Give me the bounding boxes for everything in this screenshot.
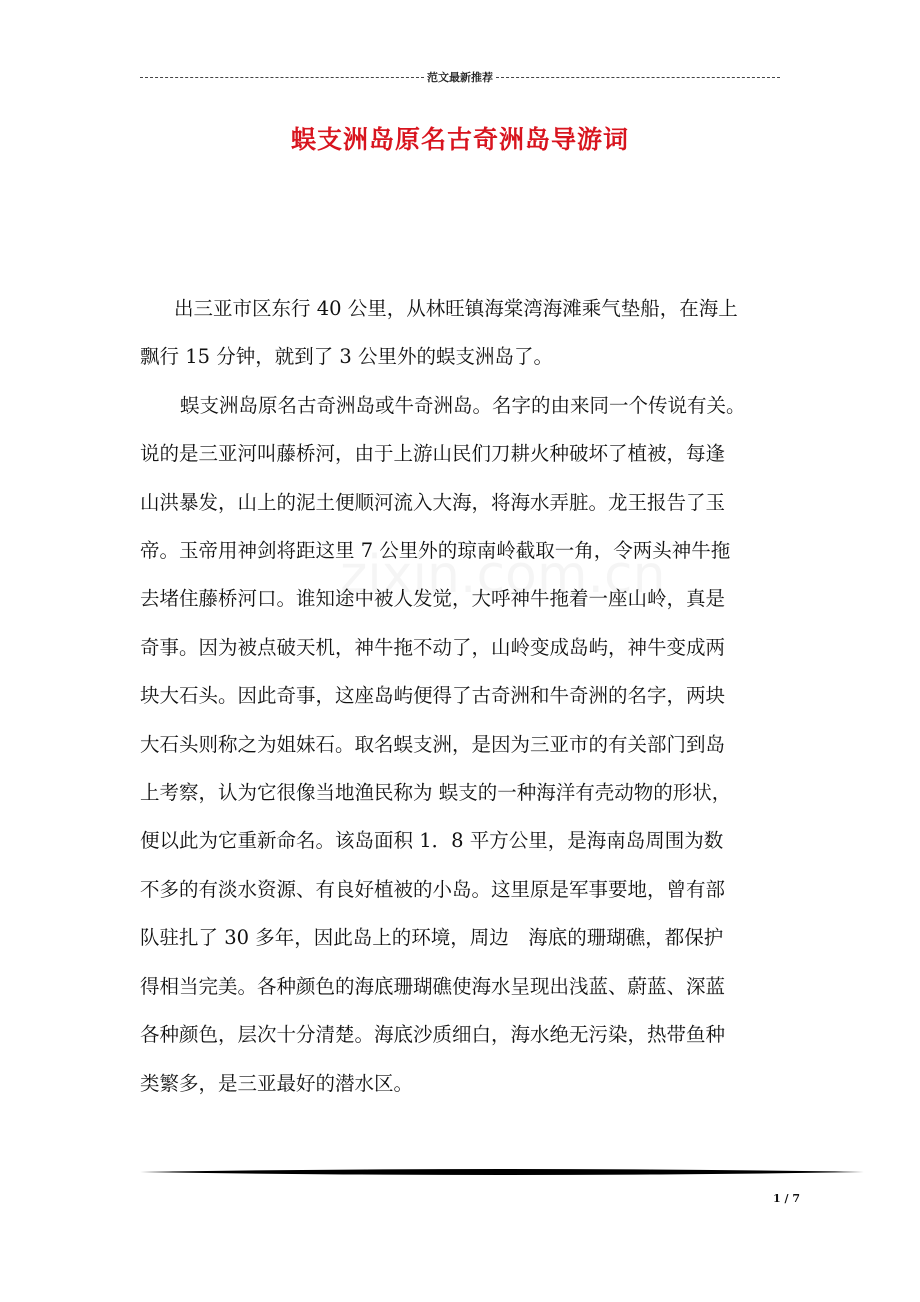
text-line: 山洪暴发，山上的泥土便顺河流入大海，将海水弄脏。龙王报告了玉 — [140, 490, 726, 514]
text-line: 出三亚市区东行 40 公里，从林旺镇海棠湾海滩乘气垫船，在海上 — [174, 297, 738, 320]
page-number: 1 / 7 — [773, 1192, 800, 1205]
header-label: 范文最新推荐 — [427, 71, 493, 84]
text-line: 各种颜色，层次十分清楚。海底沙质细白，海水绝无污染，热带鱼种 — [140, 1023, 726, 1047]
text-line: 说的是三亚河叫藤桥河，由于上游山民们刀耕火种破坏了植被，每逢 — [140, 442, 726, 466]
text-line: 队驻扎了 30 多年，因此岛上的环境，周边 海底的珊瑚礁，都保护 — [140, 926, 724, 950]
header-dashes-left — [140, 77, 424, 78]
header-dashes-right — [496, 77, 780, 78]
text-line: 奇事。因为被点破天机，神牛拖不动了，山岭变成岛屿，神牛变成两 — [140, 635, 726, 659]
text-line: 类繁多，是三亚最好的潜水区。 — [140, 1071, 414, 1095]
document-body — [140, 285, 785, 1108]
text-line: 上考察，认为它很像当地渔民称为 蜈支的一种海洋有壳动物的形状， — [140, 781, 732, 805]
text-line: 得相当完美。各种颜色的海底珊瑚礁使海水呈现出浅蓝、蔚蓝、深蓝 — [140, 974, 726, 998]
footer-rule — [140, 1167, 864, 1177]
document-title: 蜈支洲岛原名古奇洲岛导游词 — [290, 125, 629, 154]
text-line: 蜈支洲岛原名古奇洲岛或牛奇洲岛。名字的由来同一个传说有关。 — [180, 393, 746, 417]
text-line: 去堵住藤桥河口。谁知途中被人发觉，大呼神牛拖着一座山岭，真是 — [140, 587, 726, 611]
text-line: 帝。玉帝用神剑将距这里 7 公里外的琼南岭截取一角，令两头神牛拖 — [140, 539, 731, 563]
text-line: 飘行 15 分钟，就到了 3 公里外的蜈支洲岛了。 — [140, 345, 554, 369]
paragraph — [140, 382, 785, 1108]
paragraph — [140, 285, 785, 382]
page-header — [140, 68, 780, 86]
text-line: 便以此为它重新命名。该岛面积 1．8 平方公里，是海南岛周围为数 — [140, 829, 724, 853]
text-line: 大石头则称之为姐妹石。取名蜈支洲，是因为三亚市的有关部门到岛 — [140, 732, 726, 756]
text-line: 块大石头。因此奇事，这座岛屿便得了古奇洲和牛奇洲的名字，两块 — [140, 684, 726, 708]
text-line: 不多的有淡水资源、有良好植被的小岛。这里原是军事要地，曾有部 — [140, 877, 726, 901]
